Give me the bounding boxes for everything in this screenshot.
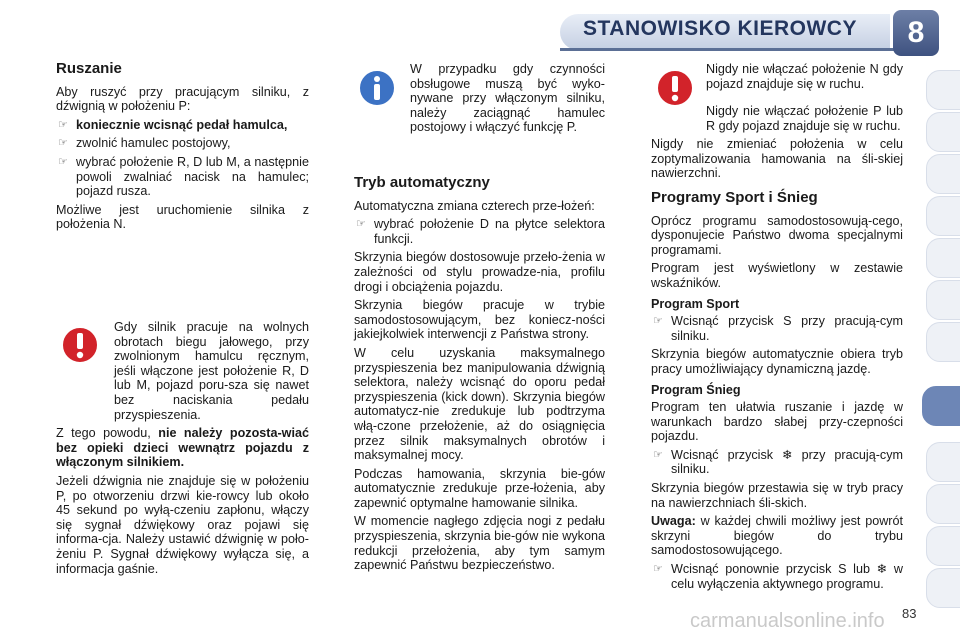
section-heading: Programy Sport i Śnieg bbox=[651, 188, 818, 206]
paragraph: Skrzynia biegów przestawia się w tryb pracy na nawierzchniach śli-skich. bbox=[651, 481, 903, 510]
info-icon bbox=[357, 68, 397, 108]
column-3 bbox=[651, 104, 903, 595]
section-heading: Tryb automatyczny bbox=[354, 174, 490, 191]
hand-pointer-icon: ☞ bbox=[653, 315, 663, 328]
page-title: STANOWISKO KIEROWCY bbox=[583, 17, 857, 40]
hand-pointer-icon: ☞ bbox=[58, 118, 68, 131]
chapter-tab[interactable] bbox=[926, 154, 960, 194]
subheading: Program Sport bbox=[651, 296, 740, 311]
chapter-tab[interactable] bbox=[926, 442, 960, 482]
chapter-tab[interactable] bbox=[926, 568, 960, 608]
list-item: ☞ wybrać położenie R, D lub M, a następnie powoli zwalniać nacisk na hamulec; pojazd rusza. bbox=[58, 154, 309, 199]
paragraph: Oprócz programu samodostosowują-cego, dysponujecie Państwo dwoma specjalnymi programami. bbox=[651, 213, 903, 257]
hand-pointer-icon: ☞ bbox=[653, 448, 663, 461]
paragraph: Aby ruszyć przy pracującym silniku, z dźwignią w położeniu P: bbox=[56, 84, 309, 114]
paragraph: Skrzynia biegów pracuje w trybie samodostosowującym, bez koniecz-ności jakiejkolwiek interwencji z Państwa strony. bbox=[354, 298, 605, 342]
info-box bbox=[410, 62, 605, 139]
section-heading: Ruszanie bbox=[56, 60, 122, 77]
list-item: ☞ Wcisnąć przycisk S przy pracują-cym silniku. bbox=[653, 314, 903, 343]
chapter-tab[interactable] bbox=[926, 238, 960, 278]
paragraph: Jeżeli dźwignia nie znajduje się w położeniu P, po otworzeniu drzwi kie-rowcy lub około 45 sekund po wyłą-czeniu zapłonu, włączy się sygnał dźwiękowy oraz pojawi się informa-cja. Należy ustawić dźwignię w poło-żeniu P. Sygnał dźwiękowy wyłącza się, a informacja gaśnie. bbox=[56, 473, 309, 576]
paragraph: Program jest wyświetlony w zestawie wskaźników. bbox=[651, 261, 903, 290]
list-item: ☞ zwolnić hamulec postojowy, bbox=[58, 136, 231, 151]
list-item: ☞ koniecznie wcisnąć pedał hamulca, bbox=[58, 117, 288, 132]
chapter-tab[interactable] bbox=[926, 322, 960, 362]
chapter-tabs bbox=[926, 70, 960, 620]
watermark: carmanualsonline.info bbox=[690, 610, 885, 632]
warning-text: Nigdy nie włączać położenie P lub R gdy pojazd znajduje się w ruchu. bbox=[706, 104, 903, 133]
paragraph: W celu uzyskania maksymalnego przyspieszenia bez manipulowania dźwignią selektora, należy wcisnąć do oporu pedał przyspieszenia (kick down). Skrzynia biegów automatycz-nie zredukuje lub podtrzyma włą-czone przełożenie, aż do osiągnięcia przez silnik maksymalnych obrotów i maksymalnej mocy. bbox=[354, 345, 605, 463]
header-rule bbox=[560, 48, 900, 51]
paragraph: Uwaga: w każdej chwili możliwy jest powrót skrzyni biegów do trybu samodostosowującego. bbox=[651, 514, 903, 558]
hand-pointer-icon: ☞ bbox=[58, 137, 68, 150]
chapter-tab[interactable] bbox=[926, 196, 960, 236]
column-1 bbox=[56, 62, 309, 236]
list-item: ☞ wybrać położenie D na płytce selektora funkcji. bbox=[356, 217, 605, 246]
paragraph: Skrzynia biegów automatycznie obiera tryb pracy umożliwiający dynamiczną jazdę. bbox=[651, 347, 903, 376]
chapter-tab[interactable] bbox=[926, 70, 960, 110]
warning-text: Gdy silnik pracuje na wolnych obrotach biegu jałowego, przy zwolnionym hamulcu ręcznym, jeśli włączone jest położenie R, D lub M, pojazd poru-sza się nawet bez naciskania pedału przyspieszenia. bbox=[114, 320, 309, 422]
page-number: 83 bbox=[902, 606, 917, 621]
column-1-warning bbox=[56, 320, 309, 580]
paragraph: Program ten ułatwia ruszanie i jazdę w warunkach bardzo słabej przy-czepności pojazdu. bbox=[651, 400, 903, 444]
warning-text: Nigdy nie zmieniać położenia w celu zoptymalizowania hamowania na śli-skiej nawierzchni. bbox=[651, 137, 903, 181]
warning-icon bbox=[655, 68, 695, 108]
page-header bbox=[0, 0, 960, 60]
list-item: ☞ Wcisnąć ponownie przycisk S lub ❄ w celu wyłączenia aktywnego programu. bbox=[653, 562, 903, 591]
chapter-tab[interactable] bbox=[926, 484, 960, 524]
paragraph: Skrzynia biegów dostosowuje przeło-żenia w zależności od stylu prowadze-nia, profilu drogi i obciążenia pojazdu. bbox=[354, 250, 605, 294]
paragraph: Z tego powodu, nie należy pozosta-wiać bez opieki dzieci wewnątrz pojazdu z włączonym silnikiem. bbox=[56, 426, 309, 470]
paragraph: Podczas hamowania, skrzynia bie-gów automatycznie zredukuje prze-łożenia, aby zapewnić optymalne hamowanie silnika. bbox=[354, 466, 605, 510]
hand-pointer-icon: ☞ bbox=[356, 218, 366, 231]
chapter-tab[interactable] bbox=[926, 112, 960, 152]
hand-pointer-icon: ☞ bbox=[58, 155, 68, 168]
hand-pointer-icon: ☞ bbox=[653, 563, 663, 576]
column-2 bbox=[354, 176, 605, 577]
chapter-badge: 8 bbox=[893, 10, 939, 56]
chapter-tab[interactable] bbox=[926, 280, 960, 320]
paragraph: Możliwe jest uruchomienie silnika z położenia N. bbox=[56, 202, 309, 232]
subheading: Program Śnieg bbox=[651, 382, 741, 397]
paragraph: Automatyczna zmiana czterech prze-łożeń: bbox=[354, 198, 595, 213]
info-text: W przypadku gdy czynności obsługowe muszą być wyko-nywane przy włączonym silniku, należy zaciągnąć hamulec postojowy i włączyć funkcję P. bbox=[410, 62, 605, 135]
list-item: ☞ Wcisnąć przycisk ❄ przy pracują-cym silniku. bbox=[653, 447, 903, 477]
chapter-tab-active[interactable] bbox=[922, 386, 960, 426]
warning-text: Nigdy nie włączać położenie N gdy pojazd znajduje się w ruchu. bbox=[706, 62, 903, 91]
warning-box bbox=[706, 62, 903, 95]
paragraph: W momencie nagłego zdjęcia nogi z pedału przyspieszenia, skrzynia bie-gów nie wykona redukcji przełożenia, aby tym samym zapewnić Państwu bezpieczeństwo. bbox=[354, 514, 605, 573]
chapter-tab[interactable] bbox=[926, 526, 960, 566]
